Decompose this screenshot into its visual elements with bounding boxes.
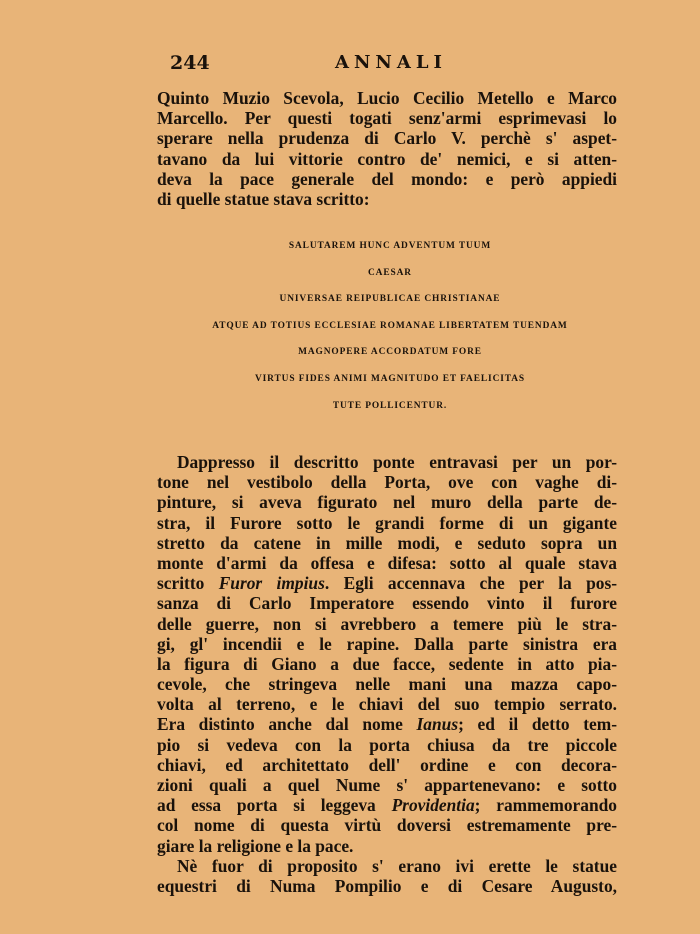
text-line: chiavi, ed architettato dell' ordine e con decora- <box>157 754 617 775</box>
inscription-line: CAESAR <box>368 267 412 278</box>
text-line: zioni quali a quel Nume s' appartenevano: e sotto <box>157 775 617 795</box>
inscription-line: VIRTUS FIDES ANIMI MAGNITUDO ET FAELICITAS <box>254 373 526 384</box>
text-line: stretto da catene in mille modi, e seduto sopra un <box>157 532 617 553</box>
inscription-line: MAGNOPERE ACCORDATUM FORE <box>298 347 482 358</box>
running-title: ANNALI <box>335 52 447 73</box>
text-line: sperare nella prudenza di Carlo V. perchè s' aspet- <box>157 128 617 149</box>
text-line: Dappresso il descritto ponte entravasi per un por- <box>177 452 617 472</box>
paragraph-1 <box>157 88 617 209</box>
text-line: equestri di Numa Pompilio e di Cesare Augusto, <box>157 875 617 896</box>
text-line: la figura di Giano a due facce, sedente in atto pia- <box>157 653 617 674</box>
paragraph-2 <box>157 452 617 896</box>
text-line: pinture, si aveva figurato nel muro della parte de- <box>157 492 617 513</box>
text-line: Nè fuor di proposito s' erano ivi erette le statue <box>177 855 617 876</box>
latin-inscription <box>180 233 600 419</box>
text-line: Era distinto anche dal nome Ianus; ed il detto tem- <box>157 714 617 735</box>
text-line: monte d'armi da offesa e difesa: sotto al quale stava <box>157 552 617 573</box>
text-line: di quelle statue stava scritto: <box>157 188 370 209</box>
text-line: ad essa porta si leggeva Providentia; rammemorando <box>157 795 617 816</box>
text-line: deva la pace generale del mondo: e però appiedi <box>157 168 617 189</box>
text-line: col nome di questa virtù doversi estremamente pre- <box>157 815 617 836</box>
inscription-line: ATQUE AD TOTIUS ECCLESIAE ROMANAE LIBERTATEM TUENDAM <box>212 320 568 331</box>
page-header <box>170 52 620 76</box>
page-number: 244 <box>170 52 210 74</box>
inscription-line: TUTE POLLICENTUR. <box>332 400 448 411</box>
text-line: gi, gl' incendii e le rapine. Dalla parte sinistra era <box>157 633 617 654</box>
text-line: volta al terreno, e le chiavi del suo tempio serrato. <box>157 694 617 715</box>
text-line: tavano da lui vittorie contro de' nemici, e si atten- <box>157 148 617 169</box>
inscription-line: SALUTAREM HUNC ADVENTUM TUUM <box>288 241 492 251</box>
text-line: delle guerre, non si avrebbero a temere più le stra- <box>157 613 617 634</box>
text-line: sanza di Carlo Imperatore essendo vinto il furore <box>157 593 617 614</box>
text-line: cevole, che stringeva nelle mani una mazza capo- <box>157 674 617 695</box>
text-line: stra, il Furore sotto le grandi forme di un gigante <box>157 512 617 533</box>
text-line: giare la religione e la pace. <box>157 835 354 856</box>
inscription-line: UNIVERSAE REIPUBLICAE CHRISTIANAE <box>279 294 501 305</box>
text-line: scritto Furor impius. Egli accennava che per la pos- <box>157 573 617 594</box>
text-line: Marcello. Per questi togati senz'armi esprimevasi lo <box>157 108 617 129</box>
text-line: Quinto Muzio Scevola, Lucio Cecilio Metello e Marco <box>157 88 617 108</box>
text-line: pio si vedeva con la porta chiusa da tre piccole <box>157 734 617 755</box>
text-line: tone nel vestibolo della Porta, ove con vaghe di- <box>157 472 617 493</box>
